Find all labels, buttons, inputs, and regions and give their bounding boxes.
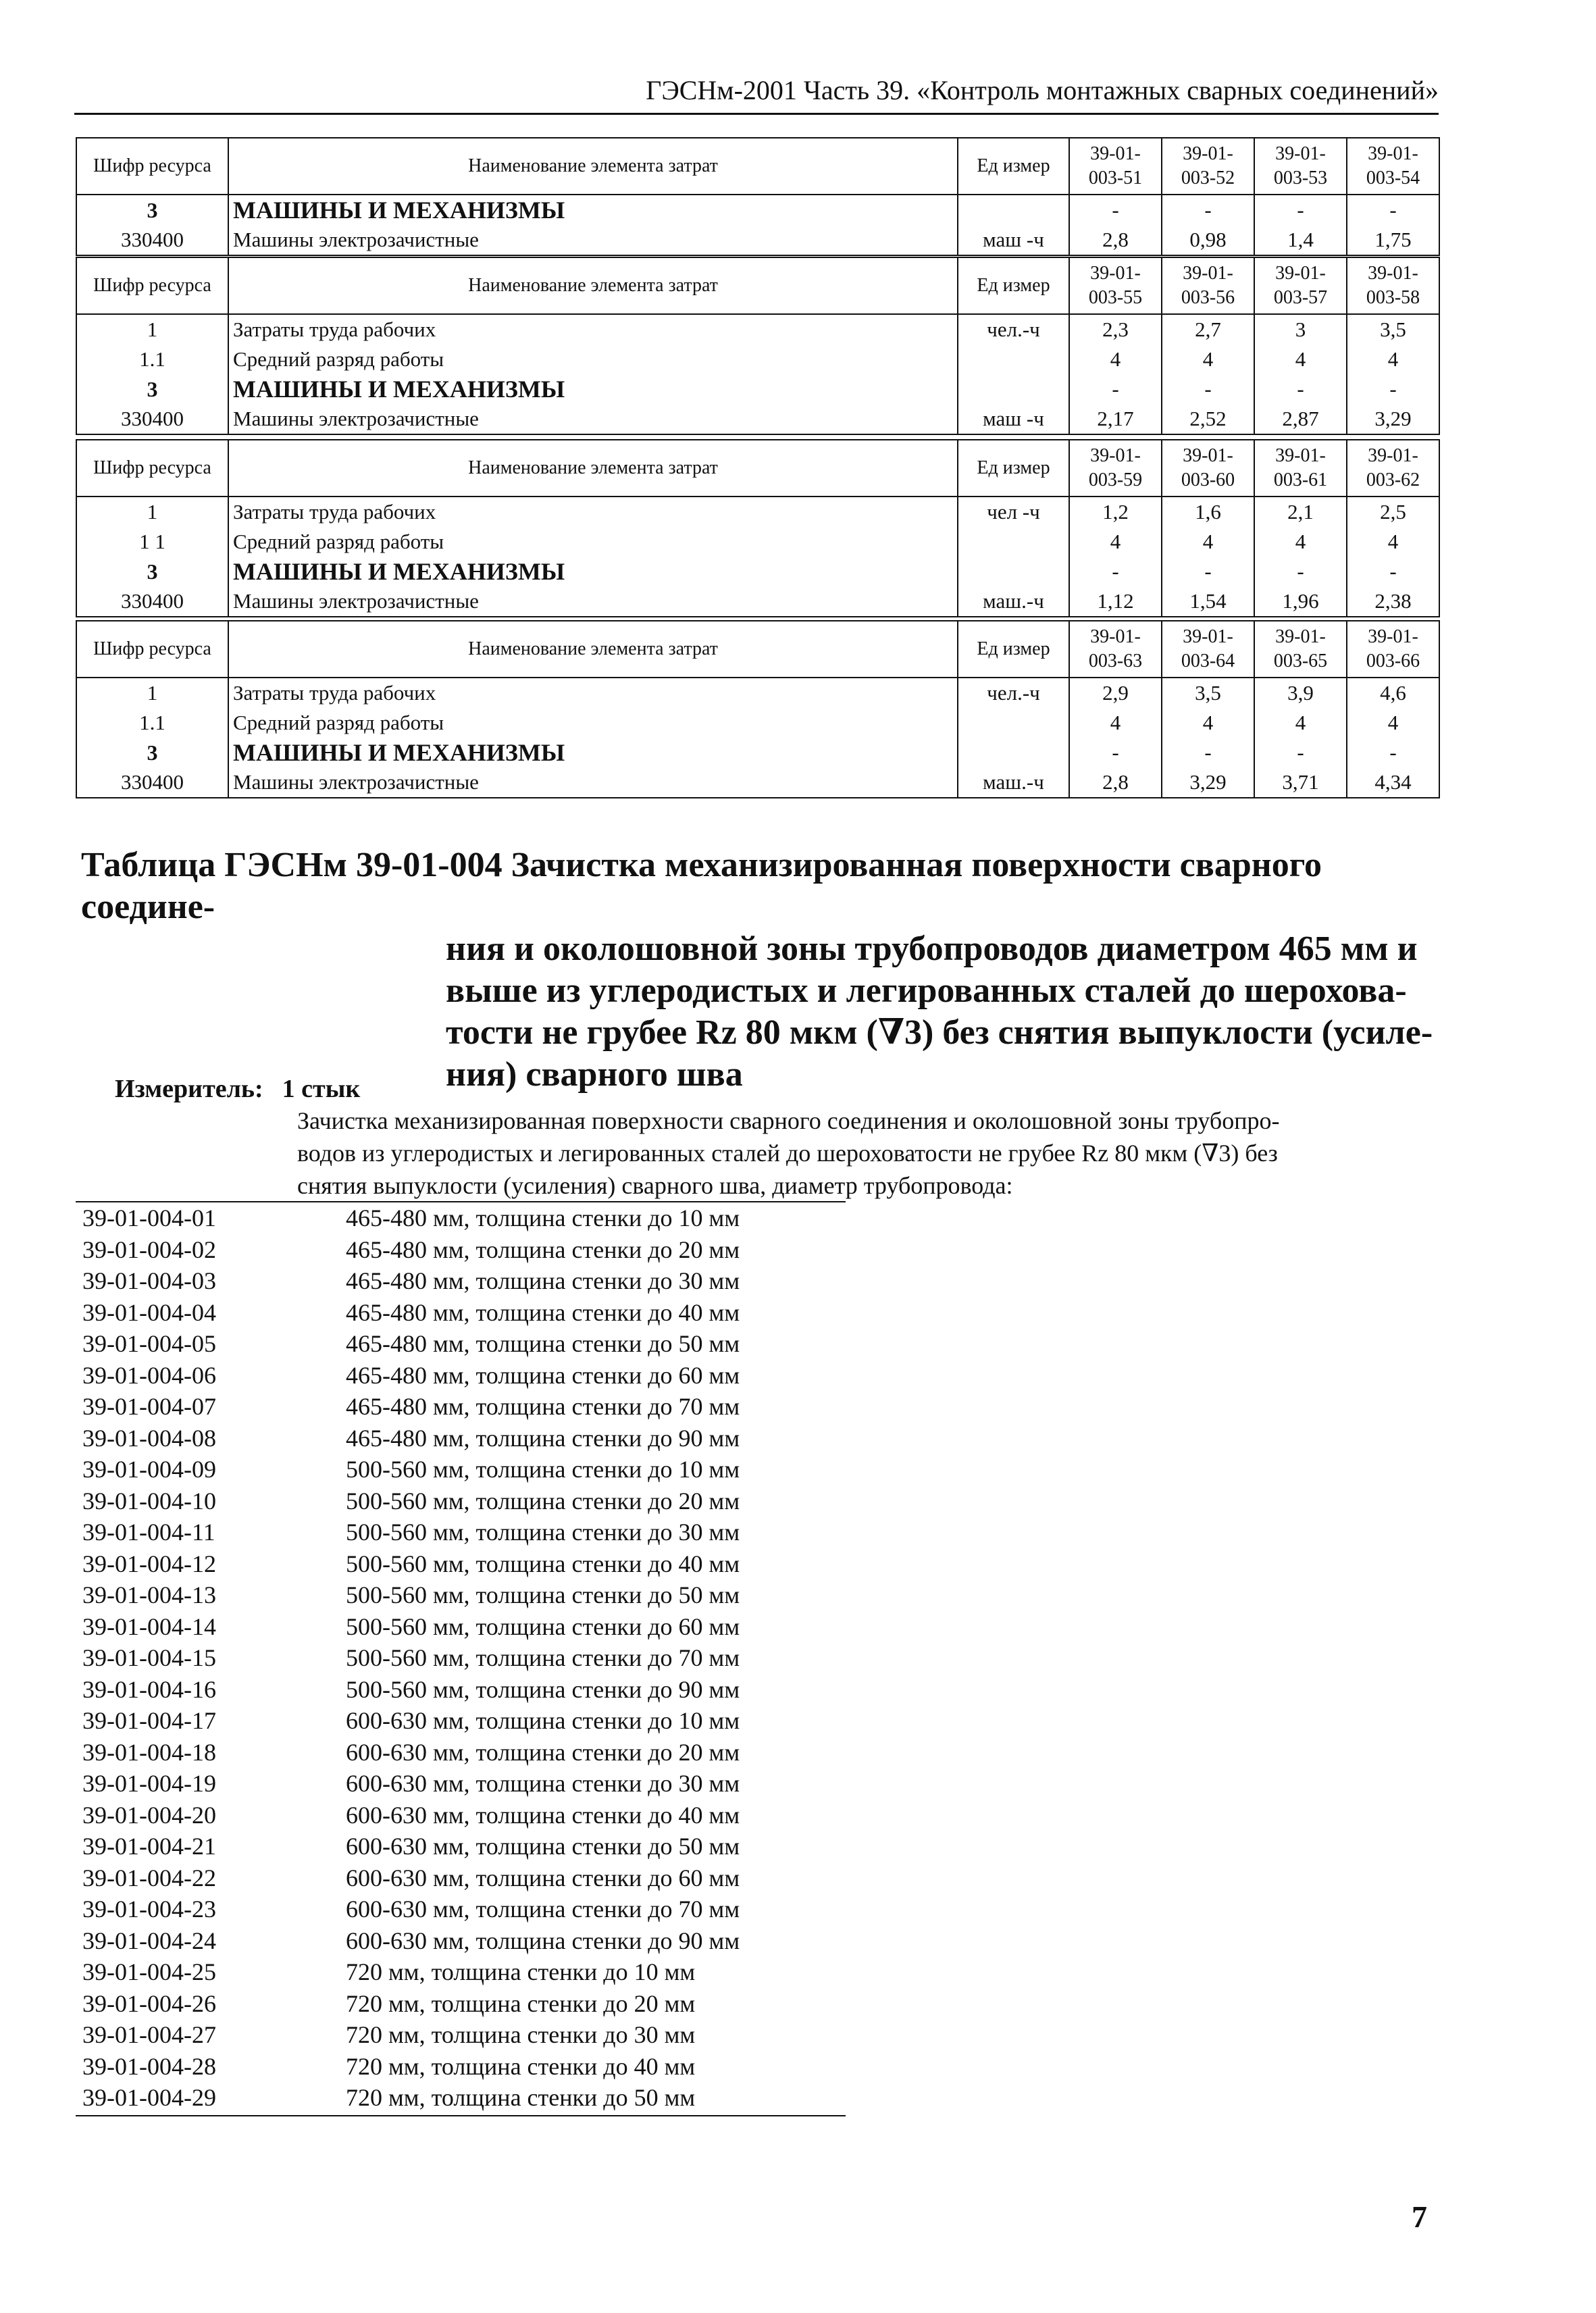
column-header: Ед измер	[958, 440, 1069, 497]
cell-value: 2,3	[1069, 314, 1162, 345]
cell-name: Средний разряд работы	[228, 345, 958, 374]
cell-value: 2,87	[1254, 404, 1347, 434]
cell-unit	[958, 557, 1069, 586]
item-code: 39-01-004-04	[82, 1298, 216, 1326]
table-row	[76, 497, 1439, 527]
cell-code: 330400	[76, 404, 228, 434]
cell-value: -	[1069, 374, 1162, 404]
list-item	[76, 1360, 846, 1392]
table-row	[76, 225, 1439, 255]
item-code: 39-01-004-27	[82, 2021, 216, 2048]
item-code: 39-01-004-02	[82, 1236, 216, 1263]
cell-value: 3,5	[1347, 314, 1439, 345]
list-item	[76, 1925, 846, 1957]
item-description: 500-560 мм, толщина стенки до 60 мм	[346, 1612, 740, 1640]
cell-value: 4	[1347, 527, 1439, 557]
cell-value: 2,1	[1254, 497, 1347, 527]
cell-code: 1 1	[76, 527, 228, 557]
cell-unit	[958, 708, 1069, 738]
list-item	[76, 1893, 846, 1925]
column-header: Наименование элемента затрат	[228, 440, 958, 497]
item-description: 720 мм, толщина стенки до 30 мм	[346, 2021, 696, 2048]
item-code: 39-01-004-12	[82, 1550, 216, 1577]
item-code: 39-01-004-16	[82, 1675, 216, 1703]
cell-code: 3	[76, 557, 228, 586]
cell-code: 330400	[76, 586, 228, 617]
cell-value: 2,17	[1069, 404, 1162, 434]
intro-line: водов из углеродистых и легированных сталей до шероховатости не грубее Rz 80 мкм (∇3) без	[297, 1140, 1278, 1167]
item-description: 500-560 мм, толщина стенки до 20 мм	[346, 1487, 740, 1515]
cell-value: 1,96	[1254, 586, 1347, 617]
cell-value: -	[1162, 557, 1254, 586]
item-description: 600-630 мм, толщина стенки до 30 мм	[346, 1770, 740, 1797]
list-item	[76, 1611, 846, 1643]
running-header: ГЭСНм-2001 Часть 39. «Контроль монтажных сварных соединений»	[74, 74, 1439, 115]
cell-value: -	[1347, 195, 1439, 225]
table-row	[76, 708, 1439, 738]
list-item	[76, 1956, 846, 1988]
cell-unit: маш.-ч	[958, 767, 1069, 798]
cell-name: Затраты труда рабочих	[228, 497, 958, 527]
cell-value: 2,8	[1069, 225, 1162, 255]
item-code: 39-01-004-25	[82, 1958, 216, 1985]
cell-name: Машины электрозачистные	[228, 586, 958, 617]
cell-name: Машины электрозачистные	[228, 404, 958, 434]
cell-value: 3,5	[1162, 678, 1254, 708]
cell-unit: маш.-ч	[958, 586, 1069, 617]
cell-value: 4	[1162, 708, 1254, 738]
cell-value: 4,34	[1347, 767, 1439, 798]
list-item	[76, 1328, 846, 1360]
item-code: 39-01-004-18	[82, 1738, 216, 1766]
item-code: 39-01-004-14	[82, 1612, 216, 1640]
cell-name: МАШИНЫ И МЕХАНИЗМЫ	[228, 557, 958, 586]
cell-value: 2,7	[1162, 314, 1254, 345]
item-description: 720 мм, толщина стенки до 50 мм	[346, 2084, 696, 2111]
item-code: 39-01-004-10	[82, 1487, 216, 1515]
cell-value: -	[1347, 738, 1439, 767]
item-description: 465-480 мм, толщина стенки до 30 мм	[346, 1267, 740, 1294]
list-item	[76, 1737, 846, 1769]
item-code: 39-01-004-07	[82, 1393, 216, 1420]
item-code: 39-01-004-23	[82, 1896, 216, 1923]
item-description: 500-560 мм, толщина стенки до 30 мм	[346, 1519, 740, 1546]
table-title-line: тости не грубее Rz 80 мкм (∇3) без снятия выпуклости (усиле-	[446, 1013, 1433, 1052]
column-header: Шифр ресурса	[76, 257, 228, 314]
cell-unit	[958, 738, 1069, 767]
cell-value: -	[1069, 738, 1162, 767]
page-number: 7	[1412, 2200, 1427, 2234]
list-item	[76, 1234, 846, 1266]
table-header-row	[76, 257, 1439, 314]
column-header: 39-01- 003-58	[1347, 257, 1439, 314]
list-item	[76, 1674, 846, 1706]
table-title-line: ния и околошовной зоны трубопроводов диаметром 465 мм и	[446, 930, 1418, 968]
cell-value: -	[1254, 374, 1347, 404]
column-header: Ед измер	[958, 138, 1069, 195]
item-description: 465-480 мм, толщина стенки до 50 мм	[346, 1330, 740, 1357]
table-row	[76, 345, 1439, 374]
item-code: 39-01-004-03	[82, 1267, 216, 1294]
cell-name: Затраты труда рабочих	[228, 678, 958, 708]
item-code: 39-01-004-22	[82, 1864, 216, 1891]
cell-code: 1.1	[76, 708, 228, 738]
item-code: 39-01-004-24	[82, 1927, 216, 1954]
table-row	[76, 767, 1439, 798]
list-item	[76, 2082, 846, 2114]
cell-unit: маш -ч	[958, 404, 1069, 434]
item-code: 39-01-004-19	[82, 1770, 216, 1797]
item-code: 39-01-004-05	[82, 1330, 216, 1357]
cell-value: 3,29	[1162, 767, 1254, 798]
table-row	[76, 678, 1439, 708]
cell-unit	[958, 195, 1069, 225]
item-description: 465-480 мм, толщина стенки до 60 мм	[346, 1361, 740, 1389]
item-code: 39-01-004-15	[82, 1644, 216, 1671]
column-header: Шифр ресурса	[76, 440, 228, 497]
item-code: 39-01-004-11	[82, 1519, 215, 1546]
item-description: 720 мм, толщина стенки до 40 мм	[346, 2052, 696, 2080]
item-description: 600-630 мм, толщина стенки до 50 мм	[346, 1833, 740, 1860]
cell-unit	[958, 345, 1069, 374]
cell-value: -	[1162, 374, 1254, 404]
list-item	[76, 2051, 846, 2083]
item-description: 465-480 мм, толщина стенки до 20 мм	[346, 1236, 740, 1263]
resource-table	[76, 137, 1440, 256]
list-top-rule	[76, 1201, 846, 1202]
resource-table	[76, 620, 1440, 798]
cell-value: 1,2	[1069, 497, 1162, 527]
cell-value: 4	[1347, 708, 1439, 738]
cell-code: 3	[76, 738, 228, 767]
cell-code: 1	[76, 678, 228, 708]
cell-value: 4,6	[1347, 678, 1439, 708]
table-title-line: ния) сварного шва	[446, 1055, 743, 1094]
table-header-row	[76, 440, 1439, 497]
item-description: 465-480 мм, толщина стенки до 90 мм	[346, 1424, 740, 1452]
list-bottom-rule	[76, 2115, 846, 2116]
item-description: 465-480 мм, толщина стенки до 40 мм	[346, 1298, 740, 1326]
column-header: Наименование элемента затрат	[228, 621, 958, 678]
column-header: 39-01- 003-55	[1069, 257, 1162, 314]
cell-value: 0,98	[1162, 225, 1254, 255]
measure-unit	[115, 1074, 360, 1104]
column-header: Ед измер	[958, 257, 1069, 314]
item-code: 39-01-004-13	[82, 1581, 216, 1608]
cell-unit: чел -ч	[958, 497, 1069, 527]
item-description: 500-560 мм, толщина стенки до 10 мм	[346, 1456, 740, 1483]
table-title-continuation	[81, 928, 1439, 1096]
table-row	[76, 738, 1439, 767]
item-description: 465-480 мм, толщина стенки до 10 мм	[346, 1204, 740, 1231]
cell-name: Средний разряд работы	[228, 527, 958, 557]
cell-code: 3	[76, 195, 228, 225]
list-item	[76, 2019, 846, 2051]
cell-value: 1,4	[1254, 225, 1347, 255]
cell-name: Затраты труда рабочих	[228, 314, 958, 345]
cell-value: -	[1347, 374, 1439, 404]
list-item	[76, 1705, 846, 1737]
cell-value: 4	[1162, 527, 1254, 557]
cell-name: МАШИНЫ И МЕХАНИЗМЫ	[228, 738, 958, 767]
cell-name: Машины электрозачистные	[228, 767, 958, 798]
column-header: 39-01- 003-62	[1347, 440, 1439, 497]
item-description: 500-560 мм, толщина стенки до 70 мм	[346, 1644, 740, 1671]
item-code: 39-01-004-08	[82, 1424, 216, 1452]
cell-value: 4	[1254, 708, 1347, 738]
list-item	[76, 1768, 846, 1800]
table-header-row	[76, 138, 1439, 195]
item-description: 500-560 мм, толщина стенки до 50 мм	[346, 1581, 740, 1608]
list-item	[76, 1265, 846, 1297]
list-item	[76, 1831, 846, 1862]
cell-value: 2,38	[1347, 586, 1439, 617]
cell-unit: чел.-ч	[958, 678, 1069, 708]
list-item	[76, 1642, 846, 1674]
intro-line: Зачистка механизированная поверхности сварного соединения и околошовной зоны трубопро-	[297, 1107, 1280, 1134]
cell-value: 2,52	[1162, 404, 1254, 434]
cell-value: 3	[1254, 314, 1347, 345]
column-header: 39-01- 003-51	[1069, 138, 1162, 195]
cell-value: -	[1069, 195, 1162, 225]
column-header: 39-01- 003-61	[1254, 440, 1347, 497]
resource-table	[76, 257, 1440, 435]
item-code: 39-01-004-21	[82, 1833, 216, 1860]
item-code: 39-01-004-06	[82, 1361, 216, 1389]
item-code: 39-01-004-28	[82, 2052, 216, 2080]
cell-name: МАШИНЫ И МЕХАНИЗМЫ	[228, 374, 958, 404]
column-header: 39-01- 003-56	[1162, 257, 1254, 314]
table-row	[76, 586, 1439, 617]
item-description: 600-630 мм, толщина стенки до 20 мм	[346, 1738, 740, 1766]
list-item	[76, 1454, 846, 1485]
list-item	[76, 1485, 846, 1517]
intro-paragraph	[297, 1104, 1439, 1202]
item-description: 600-630 мм, толщина стенки до 40 мм	[346, 1801, 740, 1829]
cell-value: -	[1254, 557, 1347, 586]
cell-code: 3	[76, 374, 228, 404]
cell-code: 330400	[76, 767, 228, 798]
cell-code: 1	[76, 497, 228, 527]
table-row	[76, 404, 1439, 434]
cell-value: 4	[1069, 345, 1162, 374]
cell-value: -	[1254, 738, 1347, 767]
column-header: 39-01- 003-54	[1347, 138, 1439, 195]
cell-code: 1.1	[76, 345, 228, 374]
cell-unit: чел.-ч	[958, 314, 1069, 345]
cell-code: 1	[76, 314, 228, 345]
cell-value: -	[1162, 195, 1254, 225]
column-header: 39-01- 003-52	[1162, 138, 1254, 195]
cell-name: Средний разряд работы	[228, 708, 958, 738]
column-header: Шифр ресурса	[76, 138, 228, 195]
column-header: 39-01- 003-64	[1162, 621, 1254, 678]
cell-value: 4	[1069, 708, 1162, 738]
cell-name: Машины электрозачистные	[228, 225, 958, 255]
cell-value: 4	[1069, 527, 1162, 557]
column-header: 39-01- 003-53	[1254, 138, 1347, 195]
item-description: 500-560 мм, толщина стенки до 90 мм	[346, 1675, 740, 1703]
column-header: Наименование элемента затрат	[228, 138, 958, 195]
list-item	[76, 1423, 846, 1454]
list-item	[76, 1800, 846, 1831]
list-item	[76, 1297, 846, 1329]
cell-value: 2,9	[1069, 678, 1162, 708]
list-item	[76, 1391, 846, 1423]
cell-value: -	[1162, 738, 1254, 767]
cell-value: 4	[1254, 345, 1347, 374]
cell-value: 4	[1254, 527, 1347, 557]
cell-value: 2,8	[1069, 767, 1162, 798]
cell-value: 1,75	[1347, 225, 1439, 255]
cell-unit	[958, 374, 1069, 404]
column-header: Наименование элемента затрат	[228, 257, 958, 314]
intro-line: снятия выпуклости (усиления) сварного шва, диаметр трубопровода:	[297, 1172, 1013, 1199]
table-header-row	[76, 621, 1439, 678]
cell-value: 3,9	[1254, 678, 1347, 708]
item-description: 465-480 мм, толщина стенки до 70 мм	[346, 1393, 740, 1420]
cell-value: 3,29	[1347, 404, 1439, 434]
column-header: 39-01- 003-65	[1254, 621, 1347, 678]
item-description: 720 мм, толщина стенки до 10 мм	[346, 1958, 696, 1985]
column-header: 39-01- 003-60	[1162, 440, 1254, 497]
cell-value: 1,6	[1162, 497, 1254, 527]
item-description: 600-630 мм, толщина стенки до 10 мм	[346, 1707, 740, 1734]
item-code: 39-01-004-20	[82, 1801, 216, 1829]
table-row	[76, 374, 1439, 404]
item-description: 600-630 мм, толщина стенки до 60 мм	[346, 1864, 740, 1891]
column-header: 39-01- 003-66	[1347, 621, 1439, 678]
list-item	[76, 1548, 846, 1580]
list-item	[76, 1202, 846, 1234]
cell-value: 3,71	[1254, 767, 1347, 798]
column-header: Шифр ресурса	[76, 621, 228, 678]
item-code: 39-01-004-09	[82, 1456, 216, 1483]
cell-value: 1,12	[1069, 586, 1162, 617]
cell-value: 4	[1162, 345, 1254, 374]
list-item	[76, 1988, 846, 2020]
item-code: 39-01-004-17	[82, 1707, 216, 1734]
cell-value: 2,5	[1347, 497, 1439, 527]
item-description: 720 мм, толщина стенки до 20 мм	[346, 1989, 696, 2017]
item-code: 39-01-004-29	[82, 2084, 216, 2111]
cell-name: МАШИНЫ И МЕХАНИЗМЫ	[228, 195, 958, 225]
measure-label: Измеритель:	[115, 1075, 263, 1103]
table-row	[76, 557, 1439, 586]
cell-value: 1,54	[1162, 586, 1254, 617]
table-row	[76, 314, 1439, 345]
list-item	[76, 1517, 846, 1548]
item-code: 39-01-004-26	[82, 1989, 216, 2017]
cell-unit	[958, 527, 1069, 557]
table-row	[76, 527, 1439, 557]
item-description: 600-630 мм, толщина стенки до 70 мм	[346, 1896, 740, 1923]
column-header: 39-01- 003-57	[1254, 257, 1347, 314]
work-item-list	[76, 1202, 846, 2114]
item-description: 600-630 мм, толщина стенки до 90 мм	[346, 1927, 740, 1954]
cell-unit: маш -ч	[958, 225, 1069, 255]
cell-value: -	[1069, 557, 1162, 586]
resource-table	[76, 439, 1440, 617]
table-title	[81, 844, 1439, 1096]
table-row	[76, 195, 1439, 225]
item-description: 500-560 мм, толщина стенки до 40 мм	[346, 1550, 740, 1577]
cell-value: -	[1347, 557, 1439, 586]
column-header: Ед измер	[958, 621, 1069, 678]
cell-value: 4	[1347, 345, 1439, 374]
table-title-line: Таблица ГЭСНм 39-01-004 Зачистка механизированная поверхности сварного соедине-	[81, 846, 1322, 926]
list-item	[76, 1579, 846, 1611]
measure-value: 1 стык	[282, 1075, 361, 1103]
cell-value: -	[1254, 195, 1347, 225]
table-title-line: выше из углеродистых и легированных сталей до шерохова-	[446, 971, 1407, 1010]
item-code: 39-01-004-01	[82, 1204, 216, 1231]
cell-code: 330400	[76, 225, 228, 255]
column-header: 39-01- 003-59	[1069, 440, 1162, 497]
column-header: 39-01- 003-63	[1069, 621, 1162, 678]
list-item	[76, 1862, 846, 1894]
